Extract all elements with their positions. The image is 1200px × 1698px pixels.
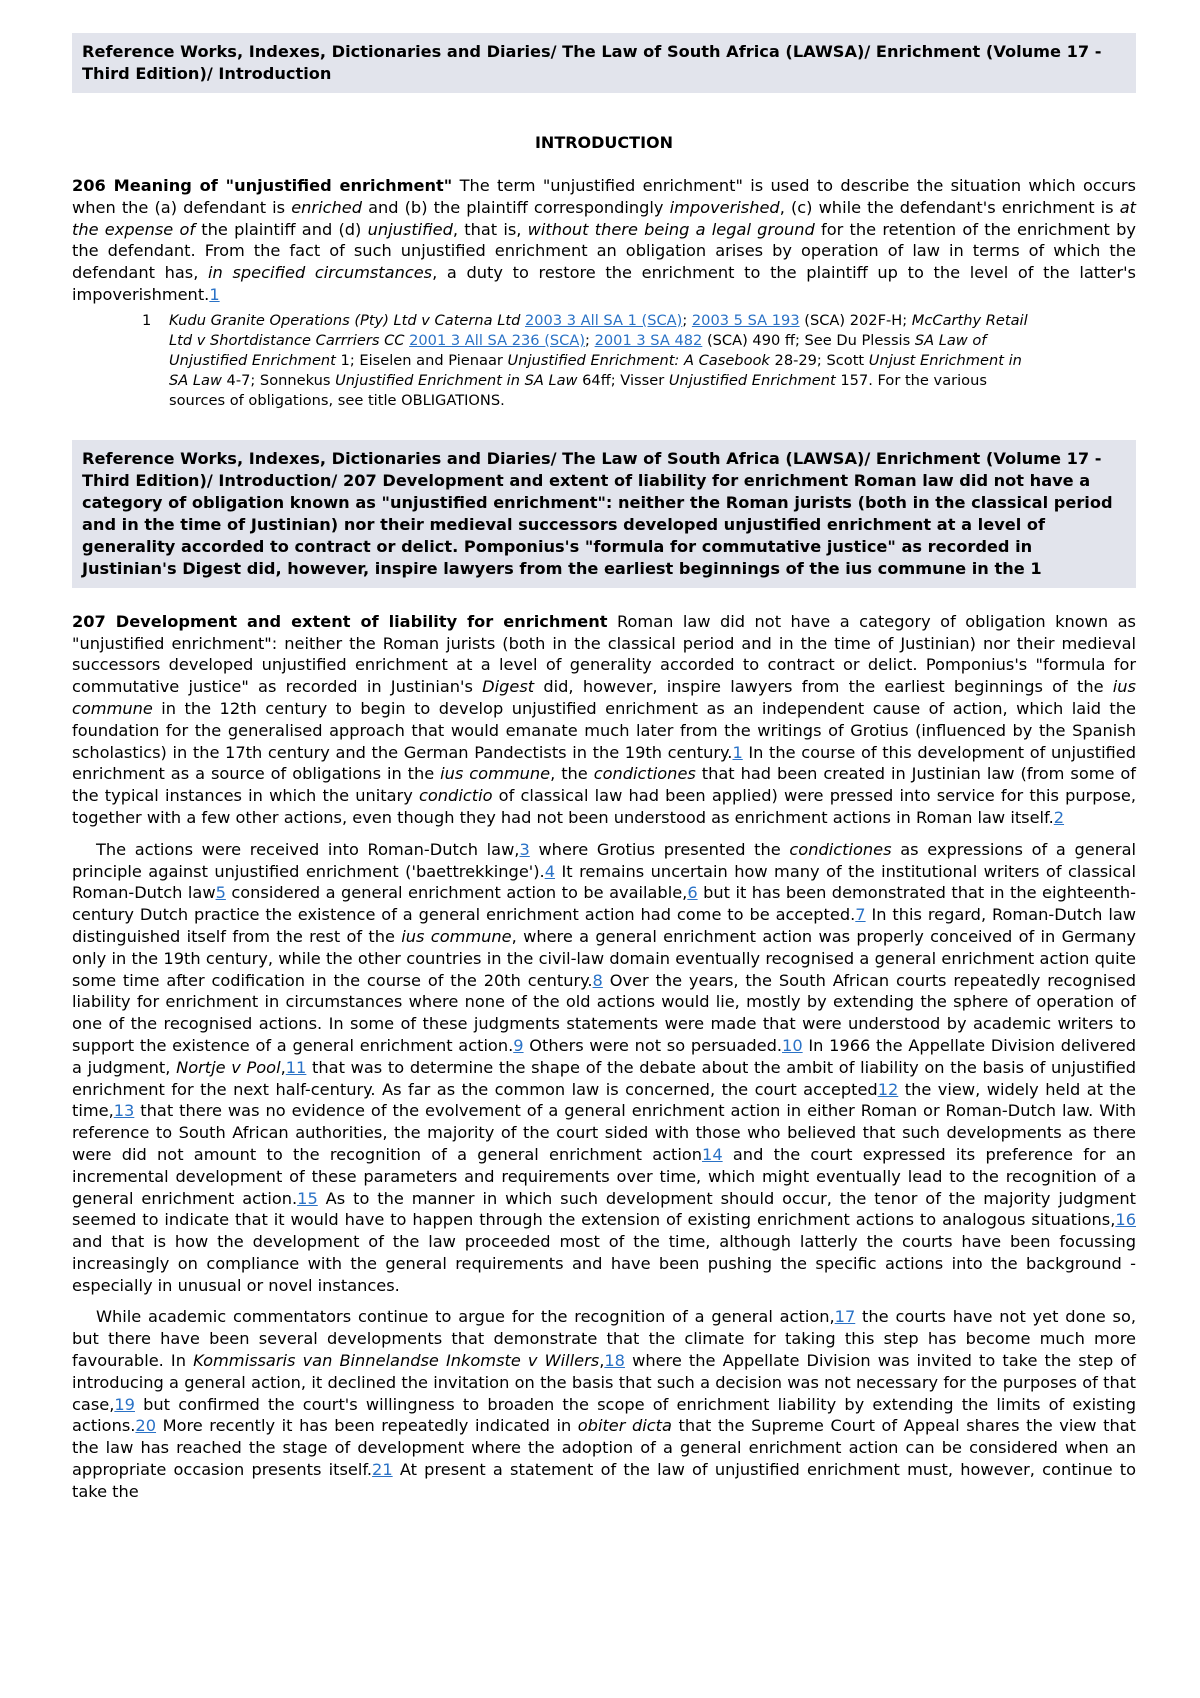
citation-link[interactable]: 2001 3 SA 482 xyxy=(594,331,703,349)
citation-link[interactable]: 2003 5 SA 193 xyxy=(691,311,800,329)
document-page xyxy=(72,0,1136,1503)
footnote-link-18[interactable]: 18 xyxy=(604,1351,625,1371)
footnote-link-9[interactable]: 9 xyxy=(513,1035,524,1055)
citation-link[interactable]: 2001 3 All SA 236 (SCA) xyxy=(409,331,586,349)
footnote-link-3[interactable]: 3 xyxy=(519,839,530,859)
section-207-paragraph-3: While academic commentators continue to argue for the recognition of a general action,17 the courts have not yet done so, but there have been several developments that demonstrate that the climate for taking this step has become much more favourable. In Kommissaris van Binnelandse Inkomste v Willers,18 where the Appellate Division was invited to take the step of introducing a general action, it declined the invitation on the basis that such a decision was not necessary for the purposes of that case,19 but confirmed the court's willingness to broaden the scope of enrichment liability by extending the limits of existing actions.20 More recently it has been repeatedly indicated in obiter dicta that the Supreme Court of Appeal shares the view that the law has reached the stage of development where the adoption of a general enrichment action can be considered when an appropriate occasion presents itself.21 At present a statement of the law of unjustified enrichment must, however, continue to take the xyxy=(72,1307,1136,1501)
section-207-title: 207 Development and extent of liability for enrichment xyxy=(72,611,608,631)
footnote-link-12[interactable]: 12 xyxy=(877,1079,899,1099)
section-207-paragraph: 207 Development and extent of liability for enrichment Roman law did not have a category of obligation known as "unjustified enrichment": neither the Roman jurists (both in the classical period and in the time of Justinian) nor their medieval successors developed unjustified enrichment at a level of generality accorded to contract or delict. Pomponius's "formula for commutative justice" as recorded in Justinian's Digest did, however, inspire lawyers from the earliest beginnings of the ius commune in the 12th century to begin to develop unjustified enrichment as an independent cause of action, which laid the foundation for the generalised approach that would emanate much later from the writings of Grotius (influenced by the Spanish scholastics) in the 17th century and the German Pandectists in the 19th century.1 In the course of this development of unjustified enrichment as a source of obligations in the ius commune, the condictiones that had been created in Justinian law (from some of the typical instances in which the unitary condictio of classical law had been applied) were pressed into service for this purpose, together with a few other actions, even though they had not been understood as enrichment actions in Roman law itself.2 xyxy=(72,611,1137,827)
footnote-link-4[interactable]: 4 xyxy=(544,861,556,881)
section-206-paragraph: 206 Meaning of "unjustified enrichment" The term "unjustified enrichment" is used to describe the situation which occurs when the (a) defendant is enriched and (b) the plaintiff correspondingly impoverished, (c) while the defendant's enrichment is at the expense of the plaintiff and (d) unjustified, that is, without there being a legal ground for the retention of the enrichment by the defendant. From the fact of such unjustified enrichment an obligation arises by operation of law in terms of which the defendant has, in specified circumstances, a duty to restore the enrichment to the plaintiff up to the level of the latter's impoverishment.1 xyxy=(72,176,1136,304)
footnote-link-20[interactable]: 20 xyxy=(135,1416,157,1436)
footnote-link-8[interactable]: 8 xyxy=(592,970,603,990)
footnote-link-1[interactable]: 1 xyxy=(732,742,743,762)
footnote-link-10[interactable]: 10 xyxy=(782,1035,803,1055)
footnote-link-21[interactable]: 21 xyxy=(372,1460,393,1480)
footnote-link-6[interactable]: 6 xyxy=(687,883,698,903)
footnote-link-16[interactable]: 16 xyxy=(1115,1210,1136,1230)
footnote-link-14[interactable]: 14 xyxy=(702,1144,723,1164)
footnote-link-2[interactable]: 2 xyxy=(1053,807,1065,827)
footnote-link-13[interactable]: 13 xyxy=(113,1101,135,1121)
footnote-link-17[interactable]: 17 xyxy=(834,1307,856,1327)
footnote-link-7[interactable]: 7 xyxy=(855,905,866,925)
footnote-link-19[interactable]: 19 xyxy=(114,1394,135,1414)
footnote-number: 1 xyxy=(142,311,152,329)
section-207-paragraph-2: The actions were received into Roman-Dutch law,3 where Grotius presented the condictiones as expressions of a general principle against unjustified enrichment ('baettrekkinge').4 It remains uncertain how many of the institutional writers of classical Roman-Dutch law5 considered a general enrichment action to be available,6 but it has been demonstrated that in the eighteenth-century Dutch practice the existence of a general enrichment action had come to be accepted.7 In this regard, Roman-Dutch law distinguished itself from the rest of the ius commune, where a general enrichment action was properly conceived of in Germany only in the 19th century, while the other countries in the civil-law domain eventually recognised a general enrichment action quite some time after codification in the course of the 20th century.8 Over the years, the South African courts repeatedly recognised liability for enrichment in circumstances where none of the old actions would lie, mostly by extending the sphere of operation of one of the recognised actions. In some of these judgments statements were made that were understood by academic writers to support the existence of a general enrichment action.9 Others were not so persuaded.10 In 1966 the Appellate Division delivered a judgment, Nortje v Pool,11 that was to determine the shape of the debate about the ambit of liability on the basis of unjustified enrichment for the next half-century. As far as the common law is concerned, the court accepted12 the view, widely held at the time,13 that there was no evidence of the evolvement of a general enrichment action in either Roman or Roman-Dutch law. With reference to South African authorities, the majority of the court sided with those who believed that such developments as there were did not amount to the recognition of a general enrichment action14 and the court expressed its preference for an incremental development of these parameters and requirements over time, which might eventually lead to the recognition of a general enrichment action.15 As to the manner in which such development should occur, the tenor of the majority judgment seemed to indicate that it would have to happen through the extension of existing enrichment actions to analogous situations,16 and that is how the development of the law proceeded most of the time, although latterly the courts have been focussing increasingly on compliance with the general requirements and have been pushing the specific actions into the background - especially in unusual or novel instances. xyxy=(72,839,1137,1295)
footnote-link-1[interactable]: 1 xyxy=(209,284,220,304)
page-title: INTRODUCTION xyxy=(534,133,674,152)
footnote-link-5[interactable]: 5 xyxy=(215,883,226,903)
breadcrumb: Reference Works, Indexes, Dictionaries and Diaries/ The Law of South Africa (LAWSA)/ Enrichment (Volume 17 - Third Edition)/ Introduction/ 207 Development and extent of liability for enrichment Roman law did not have a category of obligation known as "unjustified enrichment": neither the Roman jurists (both in the classical period and in the time of Justinian) nor their medieval successors developed unjustified enrichment at a level of generality accorded to contract or delict. Pomponius's "formula for commutative justice" as recorded in Justinian's Digest did, however, inspire lawyers from the earliest beginnings of the ius commune in the 1 xyxy=(72,440,1136,588)
section-206-title: 206 Meaning of "unjustified enrichment" xyxy=(72,176,453,195)
citation-link[interactable]: 2003 3 All SA 1 (SCA) xyxy=(524,311,683,329)
footnote-link-11[interactable]: 11 xyxy=(285,1057,307,1077)
footnote-1: 1 Kudu Granite Operations (Pty) Ltd v Caterna Ltd 2003 3 All SA 1 (SCA); 2003 5 SA 193 (SCA) 202F-H; McCarthy Retail Ltd v Shortdistance Carrriers CC 2001 3 All SA 236 (SCA); 2001 3 SA 482 (SCA) 490 ff; See Du Plessis SA Law of Unjustified Enrichment 1; Eiselen and Pienaar Unjustified Enrichment: A Casebook 28-29; Scott Unjust Enrichment in SA Law 4-7; Sonnekus Unjustified Enrichment in SA Law 64ff; Visser Unjustified Enrichment 157. For the various sources of obligations, see title OBLIGATIONS. xyxy=(142,311,1028,409)
footnote-link-15[interactable]: 15 xyxy=(297,1188,318,1208)
breadcrumb: Reference Works, Indexes, Dictionaries and Diaries/ The Law of South Africa (LAWSA)/ Enrichment (Volume 17 - Third Edition)/ Introduction xyxy=(72,33,1136,93)
